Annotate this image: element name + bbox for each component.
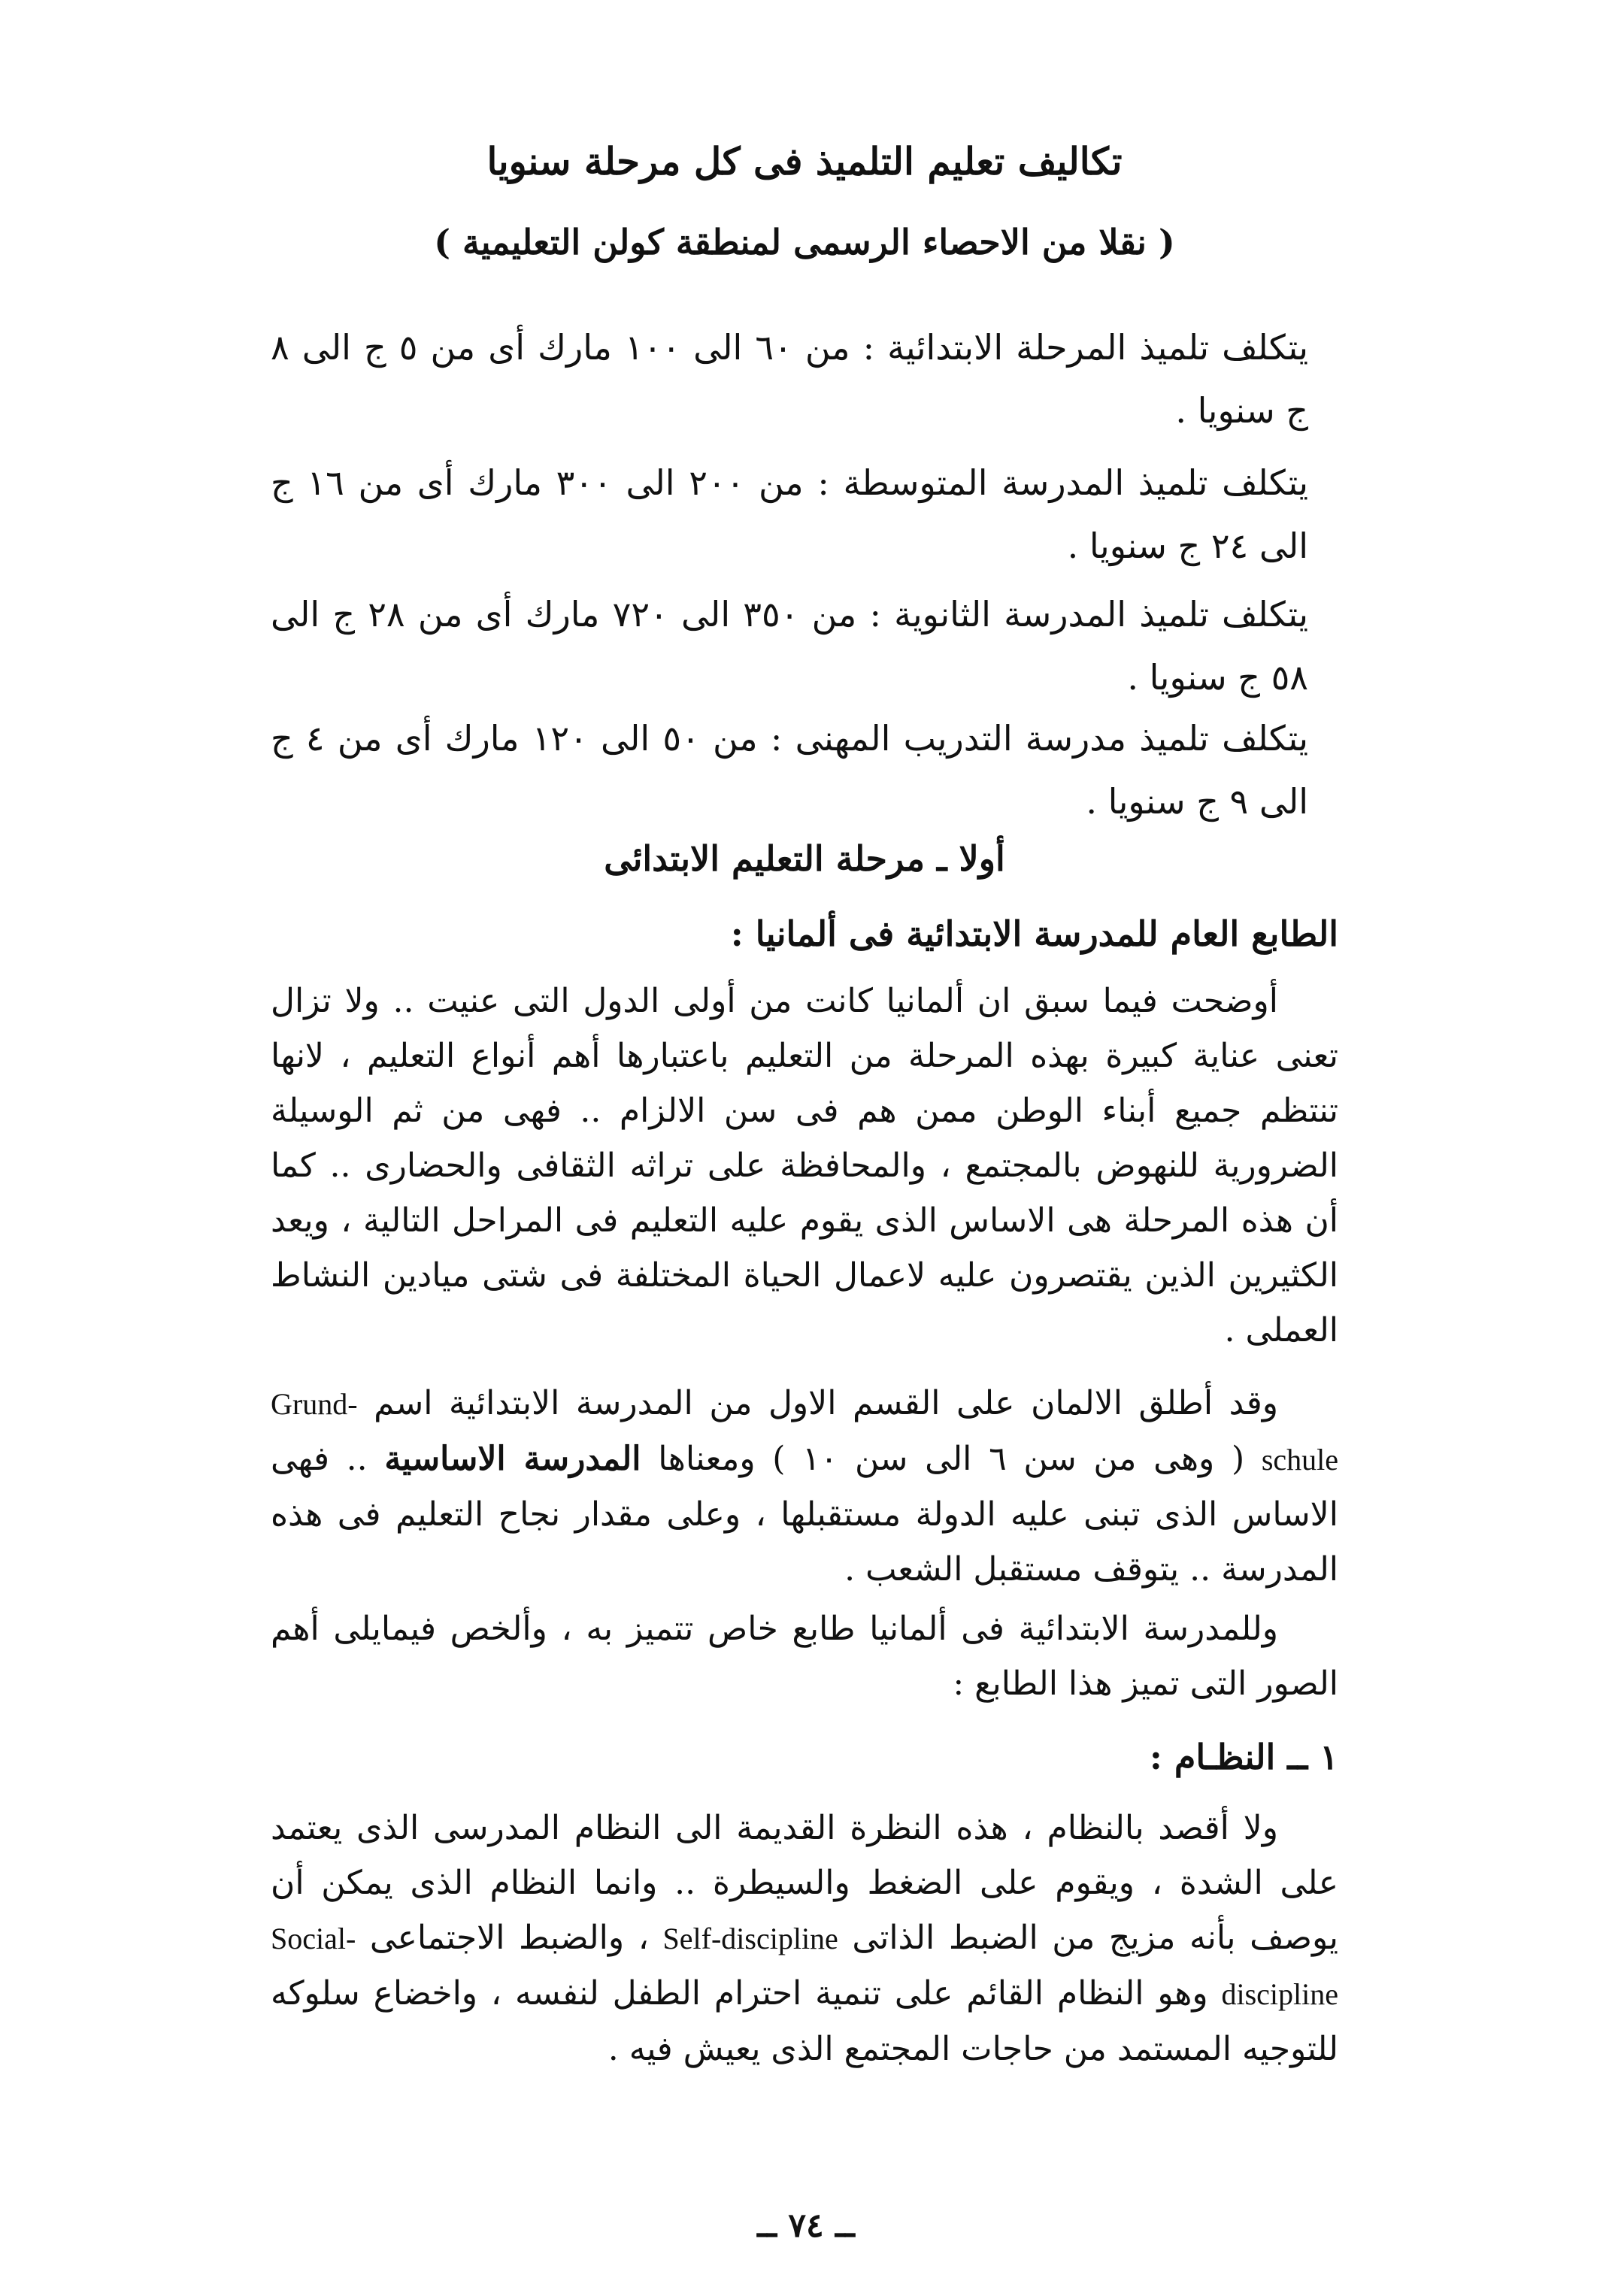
paragraph-3-text: وللمدرسة الابتدائية فى ألمانيا طابع خاص تتميز به ، وألخص فيمايلى أهم الصور التى تميز هذا الطابع : bbox=[271, 1610, 1338, 1703]
paragraph-4 bbox=[271, 1801, 1338, 2076]
latin-term-grund-schule: Grund-schule bbox=[271, 1387, 1338, 1477]
paragraph-1-text: أوضحت فيما سبق ان ألمانيا كانت من أولى الدول التى عنيت .. ولا تزال تعنى عناية كبيرة بهذه المرحلة من التعليم باعتبارها أهم أنواع التعليم ، لانها تنتظم جميع أبناء الوطن ممن هم فى سن الالزام .. فهى من ثم الوسيلة الضرورية للنهوض بالمجتمع ، والمحافظة على تراثه الثقافى والحضارى .. كما أن هذه المرحلة هى الاساس الذى يقوم عليه التعليم فى المراحل التالية ، ويعد الكثيرين الذين يقتصرون عليه لاعمال الحياة المختلفة فى شتى ميادين النشاط العملى . bbox=[271, 982, 1338, 1349]
paragraph-2-mid: ( وهى من سن ٦ الى سن ١٠ ) ومعناها bbox=[658, 1440, 1245, 1478]
paragraph-3 bbox=[271, 1601, 1338, 1711]
cost-item-vocational: يتكلف تلميذ مدرسة التدريب المهنى : من ٥٠ الى ١٢٠ مارك أى من ٤ ج الى ٩ ج سنويا . bbox=[271, 718, 1309, 822]
sub-heading: الطابع العام للمدرسة الابتدائية فى ألمانيا : bbox=[730, 913, 1338, 954]
paragraph-2 bbox=[271, 1376, 1338, 1597]
paragraph-2-start: وقد أطلق الالمان على القسم الاول من المدرسة الابتدائية اسم bbox=[374, 1384, 1278, 1422]
page-title: تكاليف تعليم التلميذ فى كل مرحلة سنويا bbox=[486, 139, 1123, 183]
paragraph-4-part-c: وهو النظام القائم على تنمية احترام الطفل لنفسه ، واخضاع سلوكه للتوجيه المستمد من حاجات المجتمع الذى يعيش فيه . bbox=[271, 1974, 1338, 2068]
latin-term-social-discipline: Social-discipline bbox=[271, 1922, 1338, 2011]
paragraph-4-part-a: ولا أقصد بالنظام ، هذه النظرة القديمة الى النظام المدرسى الذى يعتمد على الشدة ، ويقوم على الضغط والسيطرة .. وانما النظام الذى يمكن أن يوصف بأنه مزيج من الضبط الذاتى bbox=[271, 1809, 1338, 1957]
page-subtitle: ( نقلا من الاحصاء الرسمى لمنطقة كولن التعليمية ) bbox=[434, 222, 1175, 262]
latin-term-self-discipline: Self-discipline bbox=[662, 1922, 838, 1955]
paragraph-4-part-b: ، والضبط الاجتماعى bbox=[369, 1919, 649, 1957]
item-heading-discipline: ١ ــ النظـام : bbox=[1149, 1737, 1338, 1777]
page-number: ــ ٧٤ ــ bbox=[757, 2207, 855, 2245]
cost-item-primary: يتكلف تلميذ المرحلة الابتدائية : من ٦٠ الى ١٠٠ مارك أى من ٥ ج الى ٨ ج سنويا . bbox=[271, 327, 1308, 431]
cost-item-secondary: يتكلف تلميذ المدرسة الثانوية : من ٣٥٠ الى ٧٢٠ مارك أى من ٢٨ ج الى ٥٨ ج سنويا . bbox=[271, 594, 1308, 698]
section-heading: أولا ـ مرحلة التعليم الابتدائى bbox=[604, 838, 1005, 879]
paragraph-2-bold-term: المدرسة الاساسية bbox=[384, 1440, 641, 1478]
paragraph-1 bbox=[271, 974, 1338, 1358]
cost-item-middle: يتكلف تلميذ المدرسة المتوسطة : من ٢٠٠ الى ٣٠٠ مارك أى من ١٦ ج الى ٢٤ ج سنويا . bbox=[271, 462, 1308, 566]
paragraph-2-end: .. فهى الاساس الذى تبنى عليه الدولة مستقبلها ، وعلى مقدار نجاح التعليم فى هذه المدرسة .. يتوقف مستقبل الشعب . bbox=[271, 1440, 1338, 1589]
